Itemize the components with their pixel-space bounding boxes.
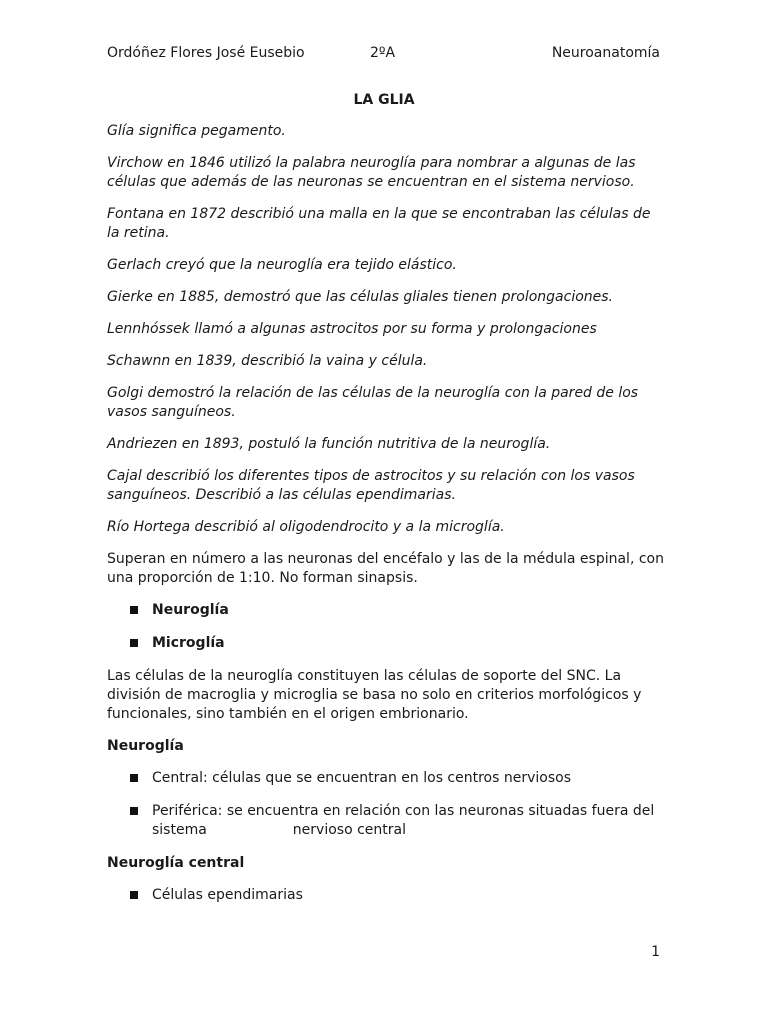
history-paragraph: Fontana en 1872 describió una malla en la que se encontraban las células de la retina. bbox=[107, 206, 651, 241]
document-body bbox=[107, 122, 667, 919]
history-paragraph: Glía significa pegamento. bbox=[107, 123, 286, 139]
header-author: Ordóñez Flores José Eusebio bbox=[107, 45, 305, 61]
history-paragraph: Schawnn en 1839, describió la vaina y célula. bbox=[107, 353, 428, 369]
support-paragraph: Las células de la neuroglía constituyen las células de soporte del SNC. La división de macroglia y microglia se basa no solo en criterios morfológicos y funcionales, sino también en el origen embrionario. bbox=[107, 668, 642, 722]
page-header bbox=[107, 45, 667, 65]
history-paragraph: Cajal describió los diferentes tipos de astrocitos y su relación con los vasos sanguíneos. Describió a las células ependimarias. bbox=[107, 468, 635, 503]
list-item-text-continued: nervioso central bbox=[292, 822, 406, 838]
list-item: Células ependimarias bbox=[107, 886, 667, 905]
history-paragraph: Lennhóssek llamó a algunas astrocitos por su forma y prolongaciones bbox=[107, 321, 597, 337]
header-subject: Neuroanatomía bbox=[551, 45, 660, 61]
header-group: 2ºA bbox=[370, 45, 396, 61]
document-title: LA GLIA bbox=[353, 92, 415, 108]
history-paragraph: Gerlach creyó que la neuroglía era tejido elástico. bbox=[107, 257, 457, 273]
page-number: 1 bbox=[651, 944, 660, 960]
list-item: Central: células que se encuentran en los centros nerviosos bbox=[107, 769, 667, 788]
glia-types-list bbox=[107, 601, 667, 653]
history-paragraph: Virchow en 1846 utilizó la palabra neuroglía para nombrar a algunas de las células que además de las neuronas se encuentran en el sistema nervioso. bbox=[107, 155, 636, 190]
list-item: Microglía bbox=[107, 634, 667, 653]
history-paragraph: Gierke en 1885, demostró que las células gliales tienen prolongaciones. bbox=[107, 289, 614, 305]
list-item: Neuroglía bbox=[107, 601, 667, 620]
central-list bbox=[107, 886, 667, 905]
history-paragraph: Golgi demostró la relación de las células de la neuroglía con la pared de los vasos sanguíneos. bbox=[107, 385, 639, 420]
history-paragraph: Andriezen en 1893, postuló la función nutritiva de la neuroglía. bbox=[107, 436, 551, 452]
section-heading-neuroglia: Neuroglía bbox=[107, 738, 184, 754]
list-item bbox=[107, 802, 667, 840]
neuroglia-list bbox=[107, 769, 667, 840]
history-paragraph: Río Hortega describió al oligodendrocito y a la microglía. bbox=[107, 519, 505, 535]
summary-paragraph: Superan en número a las neuronas del encéfalo y las de la médula espinal, con una proporción de 1:10. No forman sinapsis. bbox=[107, 551, 664, 586]
list-item-text: Periférica: se encuentra en relación con las neuronas situadas fuera del sistema bbox=[152, 803, 655, 838]
section-heading-neuroglia-central: Neuroglía central bbox=[107, 855, 245, 871]
